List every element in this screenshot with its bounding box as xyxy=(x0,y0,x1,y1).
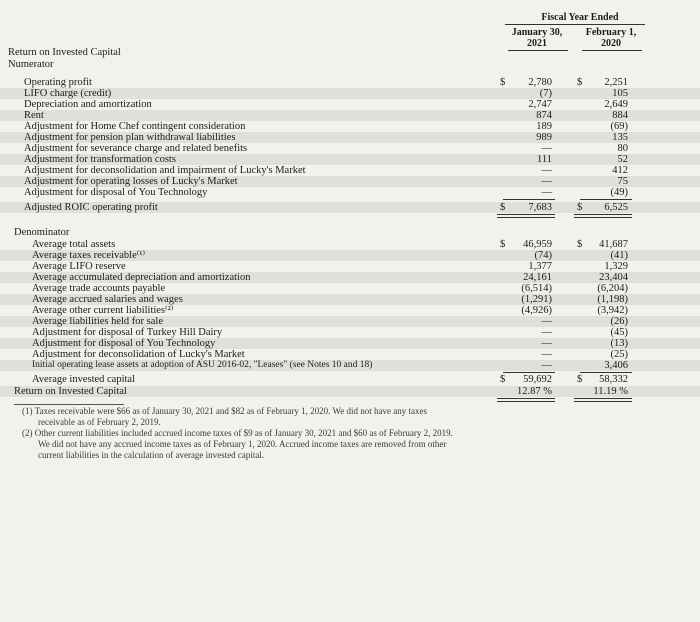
total-double-rule xyxy=(574,398,632,402)
value-2021: 989 xyxy=(536,132,552,143)
table-row xyxy=(0,143,700,154)
value-2021: — xyxy=(541,316,552,327)
value-2020: (26) xyxy=(610,316,628,327)
row-label: Adjustment for disposal of You Technology xyxy=(24,187,208,198)
row-label: LIFO charge (credit) xyxy=(24,88,112,99)
table-row xyxy=(0,272,700,283)
table-row-roic xyxy=(0,386,700,397)
table-row-total xyxy=(0,374,700,385)
value-2021: 1,377 xyxy=(528,261,552,272)
row-label: Average accumulated depreciation and amortization xyxy=(32,272,251,283)
footnote-2-line-2: We did not have any accrued income taxes as of February 1, 2020. Accrued income taxes are removed from other xyxy=(38,439,447,449)
row-label: Average taxes receivable⁽¹⁾ xyxy=(32,250,146,261)
value-2021: — xyxy=(541,327,552,338)
table-row xyxy=(0,88,700,99)
value-2020: 105 xyxy=(612,88,628,99)
row-label: Initial operating lease assets at adoption of ASU 2016-02, "Leases" (see Notes 10 and 18) xyxy=(32,360,373,370)
value-2020: (41) xyxy=(610,250,628,261)
value-2021: (7) xyxy=(539,88,552,99)
row-label: Average trade accounts payable xyxy=(32,283,166,294)
footnote-1-line-1: (1) Taxes receivable were $66 as of January 30, 2021 and $82 as of February 1, 2020. We did not have any taxes xyxy=(22,406,427,416)
row-label: Average invested capital xyxy=(32,374,136,385)
value-2021: — xyxy=(541,187,552,198)
value-2020: 41,687 xyxy=(599,239,628,250)
table-row xyxy=(0,165,700,176)
row-label: Depreciation and amortization xyxy=(24,99,152,110)
section-title: Return on Invested Capital xyxy=(8,47,121,58)
col2-date: February 1, xyxy=(585,27,637,38)
row-label: Adjustment for operating losses of Lucky's Market xyxy=(24,176,238,187)
value-2020: 2,251 xyxy=(604,77,628,88)
dollar-sign: $ xyxy=(500,374,506,385)
value-2021: — xyxy=(541,338,552,349)
table-row xyxy=(0,327,700,338)
value-2020: (45) xyxy=(610,327,628,338)
dollar-sign: $ xyxy=(577,77,583,88)
value-2021: 2,747 xyxy=(528,99,552,110)
row-label: Adjustment for deconsolidation of Lucky's Market xyxy=(32,349,245,360)
value-2021: — xyxy=(541,176,552,187)
footnote-1-line-2: receivable as of February 2, 2019. xyxy=(38,417,161,427)
subtotal-rule xyxy=(580,199,632,200)
value-2021: (6,514) xyxy=(521,283,552,294)
table-row xyxy=(0,294,700,305)
row-label: Adjusted ROIC operating profit xyxy=(24,202,158,213)
value-2021: 874 xyxy=(536,110,552,121)
table-row xyxy=(0,261,700,272)
value-2020: 6,525 xyxy=(604,202,628,213)
row-label: Rent xyxy=(24,110,44,121)
dollar-sign: $ xyxy=(500,77,506,88)
row-label: Return on Invested Capital xyxy=(14,386,127,397)
value-2020: 80 xyxy=(617,143,628,154)
total-double-rule xyxy=(574,214,632,218)
value-2020: (13) xyxy=(610,338,628,349)
value-2021: (1,291) xyxy=(521,294,552,305)
value-2021: (74) xyxy=(534,250,552,261)
row-label: Adjustment for transformation costs xyxy=(24,154,176,165)
value-2020: (3,942) xyxy=(597,305,628,316)
value-2021: — xyxy=(541,143,552,154)
table-row xyxy=(0,176,700,187)
col2-header-rule xyxy=(582,50,642,51)
row-label: Adjustment for deconsolidation and impairment of Lucky's Market xyxy=(24,165,306,176)
total-double-rule xyxy=(497,398,555,402)
value-2021: 59,692 xyxy=(523,374,552,385)
value-2021: — xyxy=(541,349,552,360)
row-label: Operating profit xyxy=(24,77,92,88)
value-2020: 412 xyxy=(612,165,628,176)
row-label: Adjustment for Home Chef contingent consideration xyxy=(24,121,246,132)
col1-header-rule xyxy=(508,50,568,51)
table-row xyxy=(0,239,700,250)
value-2020: 52 xyxy=(617,154,628,165)
table-row-total xyxy=(0,202,700,213)
value-2020: 58,332 xyxy=(599,374,628,385)
dollar-sign: $ xyxy=(577,374,583,385)
dollar-sign: $ xyxy=(577,202,583,213)
value-2020: 11.19 % xyxy=(593,386,628,397)
subtotal-rule xyxy=(580,372,632,373)
dollar-sign: $ xyxy=(577,239,583,250)
row-label: Average accrued salaries and wages xyxy=(32,294,183,305)
value-2020: (69) xyxy=(610,121,628,132)
value-2020: 2,649 xyxy=(604,99,628,110)
table-row xyxy=(0,360,700,371)
value-2021: (4,926) xyxy=(521,305,552,316)
footnote-divider xyxy=(14,404,124,405)
row-label: Average total assets xyxy=(32,239,116,250)
row-label: Average liabilities held for sale xyxy=(32,316,164,327)
col2-year: 2020 xyxy=(601,38,621,49)
value-2021: 7,683 xyxy=(528,202,552,213)
subtotal-rule xyxy=(503,199,555,200)
row-label: Adjustment for disposal of You Technology xyxy=(32,338,216,349)
value-2021: 2,780 xyxy=(528,77,552,88)
table-row xyxy=(0,110,700,121)
value-2021: 189 xyxy=(536,121,552,132)
value-2021: 111 xyxy=(537,154,552,165)
value-2021: 24,161 xyxy=(523,272,552,283)
footnote-2-line-3: current liabilities in the calculation of average invested capital. xyxy=(38,450,265,460)
value-2020: (6,204) xyxy=(597,283,628,294)
table-row xyxy=(0,250,700,261)
value-2020: (1,198) xyxy=(597,294,628,305)
total-double-rule xyxy=(497,214,555,218)
denominator-heading: Denominator xyxy=(14,227,70,238)
value-2021: — xyxy=(541,165,552,176)
col1-year: 2021 xyxy=(527,38,547,49)
row-label: Average LIFO reserve xyxy=(32,261,126,272)
table-row xyxy=(0,349,700,360)
table-row xyxy=(0,154,700,165)
row-label: Average other current liabilities⁽²⁾ xyxy=(32,305,174,316)
table-row xyxy=(0,187,700,198)
table-row xyxy=(0,283,700,294)
value-2020: (49) xyxy=(610,187,628,198)
dollar-sign: $ xyxy=(500,239,506,250)
table-row xyxy=(0,132,700,143)
table-row xyxy=(0,316,700,327)
footnote-2-line-1: (2) Other current liabilities included accrued income taxes of $9 as of January 30, 2021 and $60 as of February 2, 2019. xyxy=(22,428,453,438)
value-2021: 46,959 xyxy=(523,239,552,250)
table-row xyxy=(0,99,700,110)
table-row xyxy=(0,305,700,316)
value-2020: 75 xyxy=(617,176,628,187)
value-2020: (25) xyxy=(610,349,628,360)
value-2021: 12.87 % xyxy=(517,386,552,397)
table-row xyxy=(0,338,700,349)
col1-date: January 30, xyxy=(511,27,563,38)
header-rule xyxy=(505,24,645,25)
value-2020: 3,406 xyxy=(604,360,628,371)
fiscal-year-ended-heading: Fiscal Year Ended xyxy=(541,12,619,23)
numerator-heading: Numerator xyxy=(8,59,54,70)
value-2020: 1,329 xyxy=(604,261,628,272)
table-row xyxy=(0,77,700,88)
subtotal-rule xyxy=(503,372,555,373)
row-label: Adjustment for severance charge and related benefits xyxy=(24,143,248,154)
row-label: Adjustment for disposal of Turkey Hill Dairy xyxy=(32,327,223,338)
value-2020: 23,404 xyxy=(599,272,628,283)
row-label: Adjustment for pension plan withdrawal liabilities xyxy=(24,132,236,143)
dollar-sign: $ xyxy=(500,202,506,213)
value-2020: 884 xyxy=(612,110,628,121)
value-2020: 135 xyxy=(612,132,628,143)
value-2021: — xyxy=(541,360,552,371)
table-row xyxy=(0,121,700,132)
